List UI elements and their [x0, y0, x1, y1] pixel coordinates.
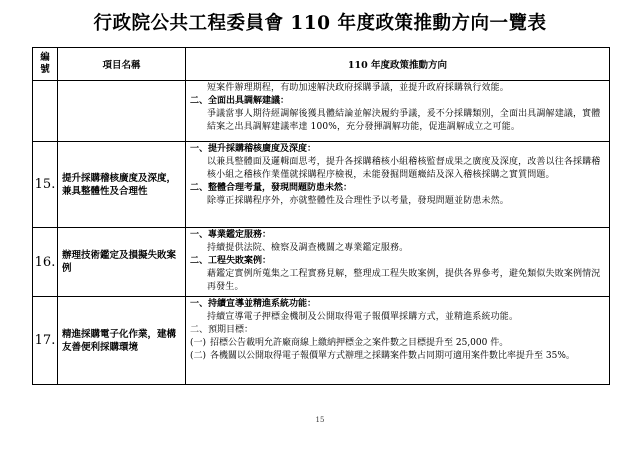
page-number: 15	[315, 416, 325, 424]
row-number: 15.	[33, 142, 58, 228]
row-number	[33, 81, 58, 142]
row-content	[186, 228, 610, 297]
item-heading: 一、持續宣導並精進系統功能：	[190, 299, 317, 309]
sub-item-label: (一)	[190, 338, 207, 348]
table-row	[33, 142, 610, 228]
row-content	[186, 297, 610, 385]
row-item-name	[58, 81, 186, 142]
page-title: 行政院公共工程委員會 110 年度政策推動方向一覽表	[93, 13, 547, 34]
row-item-name: 辦理技術鑑定及損擬失敗案例	[58, 228, 186, 297]
table-row	[33, 297, 610, 385]
row-item-name: 提升採購稽核廣度及深度，兼具整體性及合理性	[58, 142, 186, 228]
row-number: 17.	[33, 297, 58, 385]
header-direction: 110 年度政策推動方向	[186, 48, 610, 81]
sub-item	[190, 337, 603, 350]
item-text: 除導正採購程序外，亦就整體性及合理性予以考量，發現問題並防患未然。	[207, 196, 509, 206]
item-text: 爭議當事人期待經調解後獲具體結論並解決履約爭議，爰不分採購類別，全面出具調解建議，實體結案之出具調解建議率達 100%，充分發揮調解功能，促進調解成立之可能。	[207, 109, 601, 132]
item-heading: 一、專業鑑定服務：	[190, 230, 272, 240]
table-header-row	[33, 48, 610, 81]
sub-item-text: 各機關以公開取得電子報價單方式辦理之採購案件數占同期可適用案件數比率提升至 35%。	[210, 351, 575, 361]
item-text: 以兼具整體面及邏輯面思考，提升各採購稽核小組稽核監督成果之廣度及深度，改善以往各採購稽核小組之稽核作業僅就採購程序檢視，未能發掘問題癥結及深入稽核採購之實質問題。	[207, 157, 601, 180]
item-heading: 二、全面出具調解建議：	[190, 96, 290, 106]
item-text: 藉鑑定實例所蒐集之工程實務見解，整理成工程失敗案例，提供各界參考，避免類似失敗案例情況再發生。	[207, 269, 601, 292]
header-name: 項目名稱	[58, 48, 186, 81]
item-text: 持續提供法院、檢察及調查機關之專業鑑定服務。	[207, 243, 409, 253]
item-heading: 二、整體合理考量，發現問題防患未然：	[190, 183, 353, 193]
table-row	[33, 228, 610, 297]
row-item-name: 精進採購電子化作業，建構友善便利採購環境	[58, 297, 186, 385]
item-text: 持續宣導電子押標金機制及公開取得電子報價單採購方式，並精進系統功能。	[207, 312, 519, 322]
item-heading: 二、工程失敗案例：	[190, 256, 272, 266]
item-heading: 一、提升採購稽核廣度及深度：	[190, 144, 317, 154]
sub-item	[190, 350, 603, 363]
row-content	[186, 81, 610, 142]
header-no: 編號	[33, 48, 58, 81]
item-text: 短案件辦理期程，有助加速解決政府採購爭議，並提升政府採購執行效能。	[207, 83, 509, 93]
sub-item-label: (二)	[190, 351, 207, 361]
row-content	[186, 142, 610, 228]
sub-item-text: 招標公告載明允許廠商線上繳納押標金之案件數之目標提升至 25,000 件。	[210, 338, 509, 348]
row-number: 16.	[33, 228, 58, 297]
table-row	[33, 81, 610, 142]
item-heading: 二、預期目標：	[190, 325, 254, 335]
policy-table	[32, 47, 610, 385]
